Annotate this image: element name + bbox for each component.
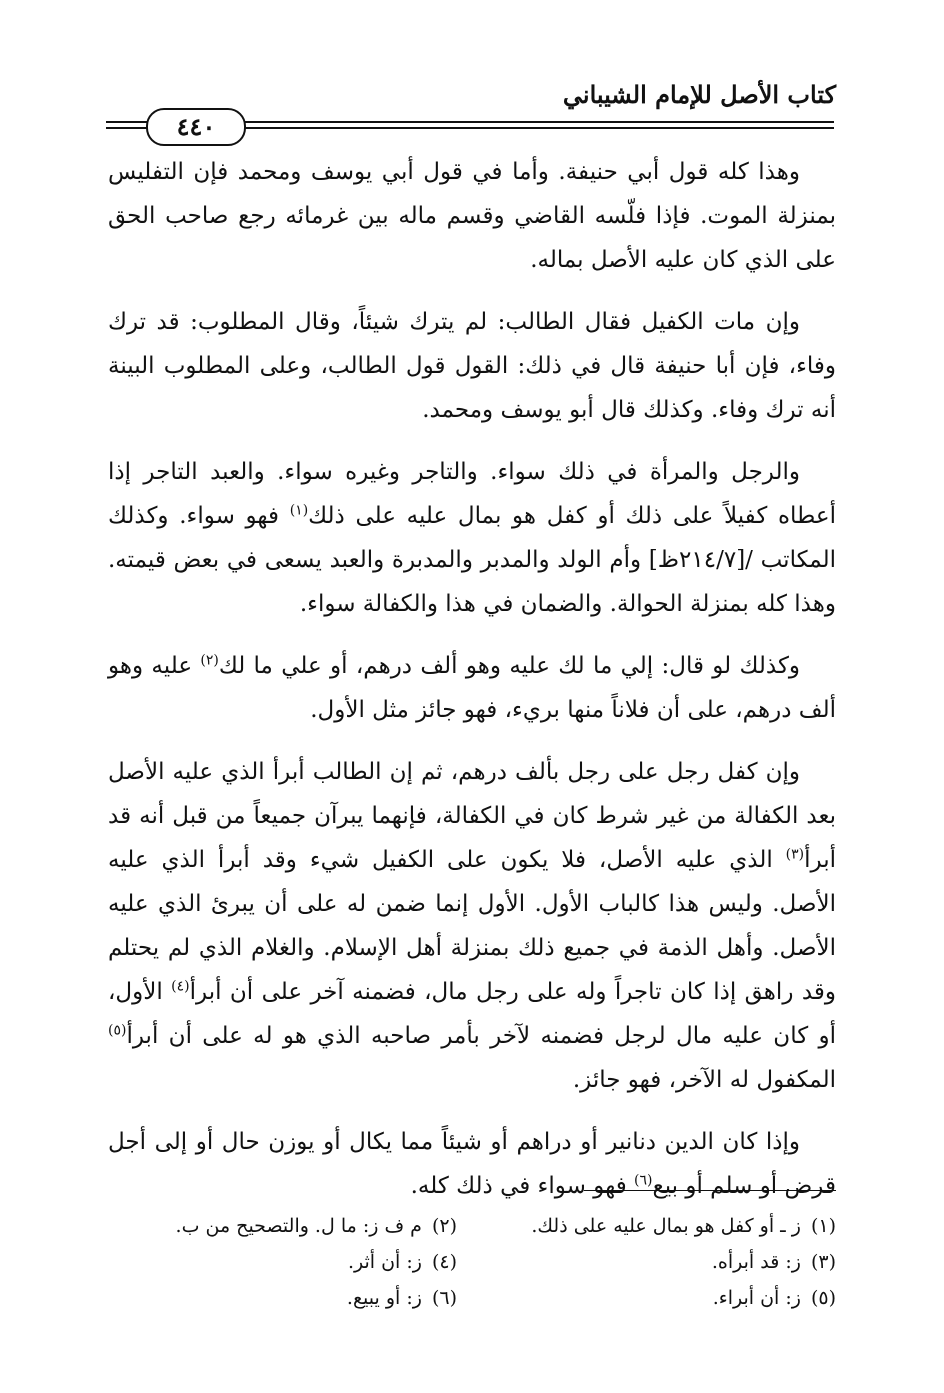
footnote-item — [487, 1208, 836, 1244]
paragraph-text: الذي عليه الأصل، فلا يكون على الكفيل شيء وقد أبرأ الذي عليه الأصل. وليس هذا كالباب الأول. الأول إنما ضمن له على أن يبرئ الذي عليه الأصل. وأهل الذمة في جميع ذلك بمنزلة أهل الإسلام. والغلام الذي لم يحتلم وقد راهق إذا كان تاجراً وله على رجل مال، فضمنه آخر على أن أبرأ — [108, 847, 837, 1005]
paragraph-text: وإذا كان الدين دنانير أو دراهم أو شيئاً مما يكال أو يوزن حال أو إلى أجل قرض أو سلم أو بيع — [108, 1129, 836, 1199]
footnote-number: (٣) — [810, 1251, 836, 1273]
footnote-number: (١) — [810, 1215, 836, 1237]
footnote-rule — [584, 1190, 836, 1191]
page-number: ٤٤٠ — [146, 108, 246, 146]
paragraph-text: الأول، أو كان عليه مال لرجل فضمنه لآخر بأمر صاحبه الذي هو له على أن أبرأ — [108, 979, 836, 1049]
paragraph — [108, 644, 836, 732]
footnote-text: ز: أن أثر. — [347, 1251, 422, 1273]
paragraph-text: فهو سواء في ذلك كله. — [410, 1173, 635, 1199]
paragraph-text: عليه وهو ألف درهم، على أن فلاناً منها بريء، فهو جائز مثل الأول. — [108, 653, 836, 723]
paragraph-text: وكذلك لو قال: إلي ما لك عليه وهو ألف درهم، أو علي ما لك — [218, 653, 800, 679]
footnote-text: ز ـ أو كفل هو بمال عليه على ذلك. — [531, 1215, 801, 1237]
paragraph-text: فهو سواء. وكذلك المكاتب /[٢١٤/٧ظ] وأم الولد والمدبر والمدبرة والعبد يسعى في بعض قيمته. وهذا كله بمنزلة الحوالة. والضمان في هذا والكفالة سواء. — [108, 503, 836, 617]
footnote-text: ز: قد أبرأه. — [711, 1251, 801, 1273]
footnote-number: (٥) — [810, 1287, 836, 1309]
footnote-item — [108, 1208, 457, 1244]
paragraph — [108, 750, 836, 1102]
paragraph-text: والرجل والمرأة في ذلك سواء. والتاجر وغيره سواء. والعبد التاجر إذا أعطاه كفيلاً على ذلك أو كفل هو بمال عليه على ذلك — [108, 459, 836, 529]
running-title: كتاب الأصل للإمام الشيباني — [562, 80, 836, 109]
footnote-number: (٢) — [431, 1215, 457, 1237]
footnote-marker: (٥) — [108, 1022, 127, 1039]
paragraph-text: المكفول له الآخر، فهو جائز. — [572, 1067, 836, 1093]
paragraph — [108, 1120, 836, 1208]
footnote-marker: (٤) — [171, 978, 190, 995]
footnote-marker: (٢) — [200, 652, 219, 669]
footnote-marker: (٣) — [785, 846, 805, 863]
footnote-item — [108, 1280, 457, 1316]
paragraph — [108, 450, 836, 626]
footnote-text: م ف ز: ما ل. والتصحيح من ب. — [175, 1215, 422, 1237]
main-text — [108, 150, 836, 1226]
footnote-item — [487, 1280, 836, 1316]
paragraph-text: وإن كفل رجل على رجل بألف درهم، ثم إن الطالب أبرأ الذي عليه الأصل بعد الكفالة من غير شرط كان في الكفالة، فإنهما يبرآن جميعاً من قبل أنه قد أبرأ — [108, 759, 836, 873]
footnote-text: ز: أو يبيع. — [346, 1287, 422, 1309]
footnotes — [108, 1208, 836, 1316]
footnote-marker: (١) — [289, 502, 309, 519]
paragraph-text: وإن مات الكفيل فقال الطالب: لم يترك شيئاً، وقال المطلوب: قد ترك وفاء، فإن أبا حنيفة قال في ذلك: القول قول الطالب، وعلى المطلوب البينة أنه ترك وفاء. وكذلك قال أبو يوسف ومحمد. — [108, 309, 836, 423]
paragraph — [108, 300, 836, 432]
footnote-item — [487, 1244, 836, 1280]
paragraph — [108, 150, 836, 282]
footnote-number: (٤) — [431, 1251, 457, 1273]
footnote-marker: (٦) — [634, 1172, 653, 1189]
paragraph-text: وهذا كله قول أبي حنيفة. وأما في قول أبي يوسف ومحمد فإن التفليس بمنزلة الموت. فإذا فلّسه القاضي وقسم ماله بين غرمائه رجع صاحب الحق على الذي كان عليه الأصل بماله. — [108, 159, 836, 273]
footnote-text: ز: أن أبراء. — [712, 1287, 801, 1309]
footnote-number: (٦) — [431, 1287, 457, 1309]
footnote-item — [108, 1244, 457, 1280]
